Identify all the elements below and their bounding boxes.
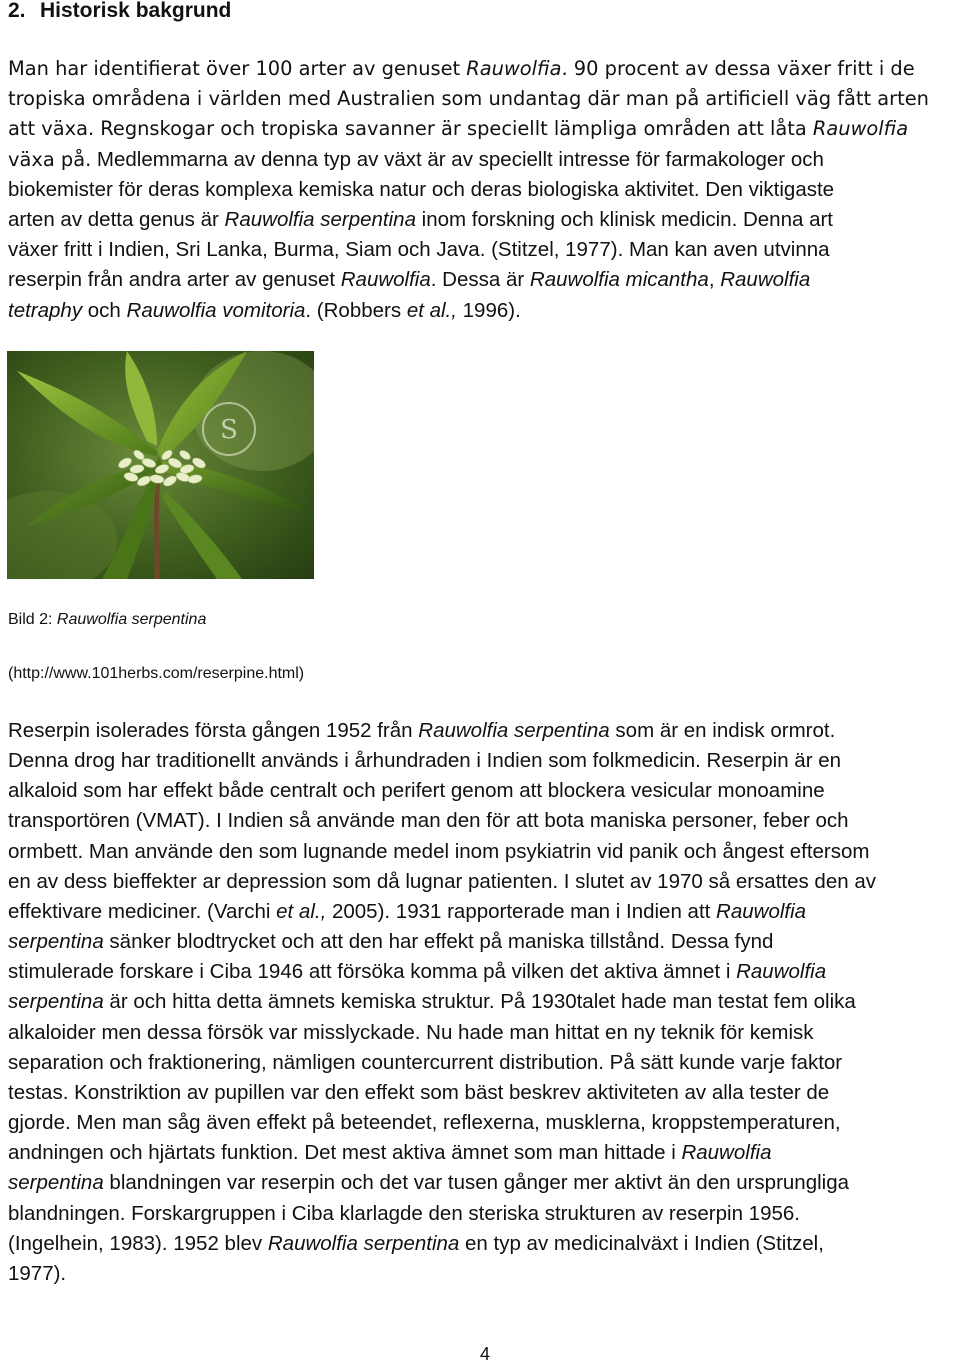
text-run: Medlemmarna av denna typ av växt är av speciellt intresse för farmakologer och: [91, 147, 824, 171]
section-number: 2.: [8, 0, 26, 22]
citation-etal: et al.,: [276, 899, 327, 923]
text-line: [8, 957, 958, 987]
text-line: gjorde. Men man såg även effekt på beteendet, reflexerna, musklerna, kroppstemperaturen,: [8, 1111, 841, 1135]
text-line: separation och fraktionering, nämligen countercurrent distribution. På sätt kunde varje faktor: [8, 1050, 843, 1074]
text-line: [8, 205, 948, 235]
text-line: [8, 54, 948, 84]
text-line: en av dess bieffekter ar depression som då lugnar patienten. I slutet av 1970 så ersattes den av: [8, 869, 876, 893]
text-run: stimulerade forskare i Ciba 1946 att försöka komma på vilken det aktiva ämnet i: [8, 960, 737, 984]
text-run: . 90 procent av dessa växer fritt i de: [561, 57, 915, 80]
text-run: sänker blodtrycket och att den har effekt på maniska tillstånd. Dessa fynd: [103, 930, 774, 954]
text-run: Man har identifierat över 100 arter av genuset: [8, 57, 467, 80]
text-line: testas. Konstriktion av pupillen var den effekt som bäst beskrev aktiviteten av alla tester de: [8, 1080, 830, 1104]
species-name: Rauwolfia serpentina: [224, 208, 416, 232]
text-line: ormbett. Man använde den som lugnande medel inom psykiatrin vid panik och ångest eftersom: [8, 839, 870, 863]
text-line: biokemister för deras komplexa kemiska natur och deras biologiska aktivitet. Den viktigaste: [8, 177, 835, 201]
text-run: Reserpin isolerades första gången 1952 från: [8, 719, 419, 742]
species-name: Rauwolfia: [720, 268, 811, 292]
text-run: 1996).: [456, 298, 521, 322]
species-name: Rauwolfia: [812, 117, 909, 141]
text-line: [8, 927, 958, 957]
text-line: blandningen. Forskargruppen i Ciba klarlagde den steriska strukturen av reserpin 1956.: [8, 1201, 800, 1225]
text-run: . Dessa är: [430, 268, 530, 292]
text-line: Denna drog har traditionellt används i århundraden i Indien som folkmedicin. Reserpin är en: [8, 749, 842, 773]
text-line: [8, 145, 948, 175]
text-run: är och hitta detta ämnets kemiska struktur. På 1930talet hade man testat fem olika: [103, 990, 856, 1014]
figure-caption: [8, 609, 206, 631]
species-name: serpentina: [8, 990, 104, 1014]
text-line: [8, 1168, 958, 1198]
caption-prefix: Bild 2:: [8, 611, 57, 628]
text-line: [8, 716, 958, 746]
species-name: Rauwolfia vomitoria: [126, 298, 306, 322]
plant-photo: [7, 351, 314, 579]
text-run: . (Robbers: [305, 298, 407, 322]
species-name: Rauwolfia: [340, 268, 431, 292]
text-run: inom forskning och klinisk medicin. Denna art: [415, 208, 834, 232]
species-name: serpentina: [8, 930, 104, 954]
species-name: serpentina: [8, 1171, 104, 1195]
text-run: 2005). 1931 rapporterade man i Indien att: [326, 899, 717, 923]
species-name: Rauwolfia serpentina: [267, 1231, 460, 1255]
text-line: [8, 897, 958, 927]
species-name: Rauwolfia: [681, 1141, 772, 1165]
figure-source: (http://www.101herbs.com/reserpine.html): [8, 665, 305, 682]
text-line: [8, 987, 958, 1017]
text-run: växa på.: [8, 147, 92, 171]
caption-species: Rauwolfia serpentina: [56, 611, 207, 628]
text-line: [8, 296, 948, 326]
species-name: Rauwolfia: [716, 899, 807, 923]
text-line: växer fritt i Indien, Sri Lanka, Burma, Siam och Java. (Stitzel, 1977). Man kan aven utvinna: [8, 238, 830, 262]
text-run: ,: [708, 268, 721, 292]
text-run: andningen och hjärtats funktion. Det mest aktiva ämnet som man hittade i: [8, 1141, 682, 1165]
species-name: Rauwolfia micantha: [529, 268, 709, 292]
section-heading: [8, 0, 231, 25]
text-line: [8, 265, 948, 295]
intro-paragraph: [8, 54, 948, 326]
text-run: effektivare mediciner. (Varchi: [8, 899, 277, 923]
citation-etal: et al.,: [406, 298, 457, 322]
text-line: tropiska områdena i världen med Australien som undantag där man på artificiell väg fått arten: [8, 87, 929, 111]
text-line: [8, 1138, 958, 1168]
species-name: Rauwolfia serpentina: [418, 719, 610, 742]
text-run: reserpin från andra arter av genuset: [8, 268, 341, 292]
text-line: [8, 1229, 958, 1259]
text-line: 1977).: [8, 1261, 67, 1285]
text-run: (Ingelhein, 1983). 1952 blev: [8, 1231, 268, 1255]
watermark-letter: S: [220, 415, 238, 445]
text-run: och: [82, 298, 127, 322]
text-run: som är en indisk ormrot.: [609, 719, 836, 742]
species-name: Rauwolfia: [736, 960, 827, 984]
text-line: transportören (VMAT). I Indien så använde man den för att bota maniska personer, feber och: [8, 809, 849, 833]
text-run: att växa. Regnskogar och tropiska savanner är speciellt lämpliga områden att låta: [8, 117, 813, 141]
text-run: blandningen var reserpin och det var tusen gånger mer aktivt än den ursprungliga: [103, 1171, 850, 1195]
text-line: alkaloider men dessa försök var misslyckade. Nu hade man hittat en ny teknik för kemisk: [8, 1020, 814, 1044]
page-number: 4: [479, 1344, 490, 1364]
text-line: [8, 114, 948, 144]
text-run: arten av detta genus är: [8, 208, 225, 232]
species-name: tetraphy: [8, 298, 83, 322]
species-name: Rauwolfia: [466, 57, 562, 80]
text-run: en typ av medicinalväxt i Indien (Stitzel,: [459, 1231, 824, 1255]
section-title: Historisk bakgrund: [40, 0, 232, 22]
text-line: alkaloid som har effekt både centralt och perifert genom att blockera vesicular monoamine: [8, 779, 825, 803]
history-paragraph: [8, 716, 958, 1289]
